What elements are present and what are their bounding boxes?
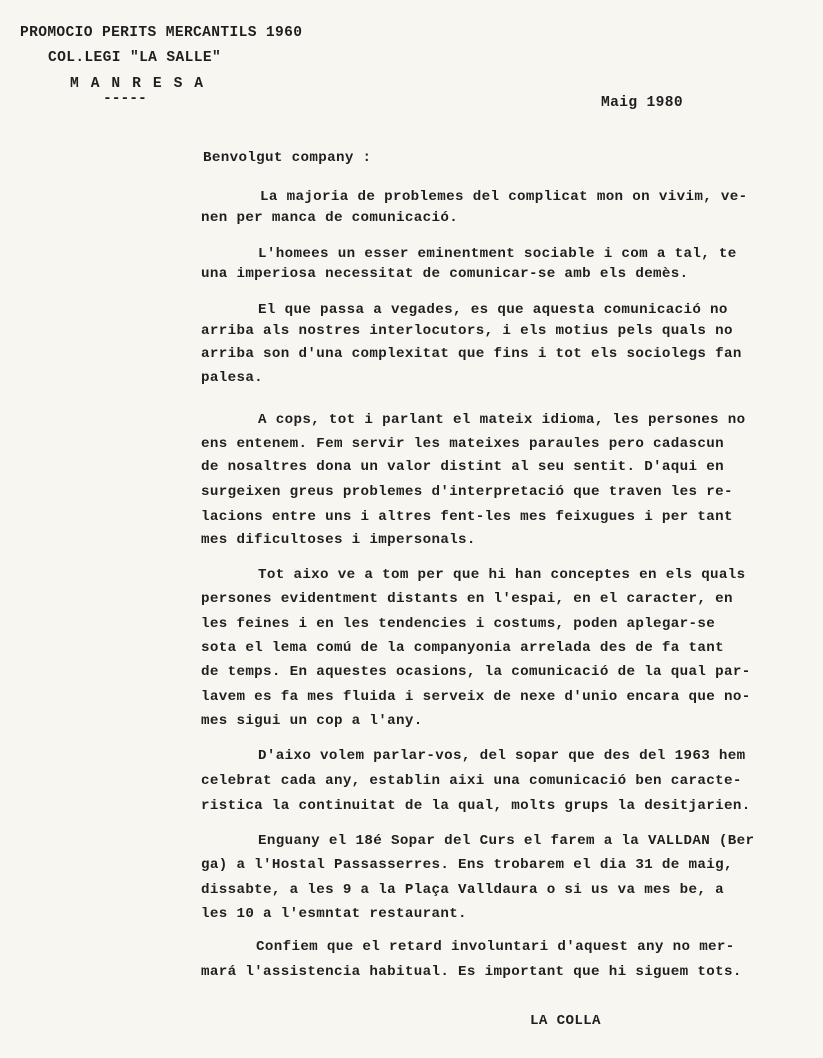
body-line: palesa. — [201, 370, 264, 386]
greeting: Benvolgut company : — [203, 150, 372, 166]
body-line: ristica la continuitat de la qual, molts grups la desitjarien. — [201, 798, 751, 814]
body-line: de temps. En aquestes ocasions, la comunicació de la qual par- — [201, 664, 751, 680]
body-line: persones evidentment distants en l'espai, en el caracter, en — [201, 591, 733, 607]
body-line: lavem es fa mes fluida i serveix de nexe d'unio encara que no- — [201, 689, 751, 705]
body-line: les feines i en les tendencies i costums, poden aplegar-se — [201, 616, 716, 632]
body-line: una imperiosa necessitat de comunicar-se amb els demès. — [201, 266, 689, 282]
body-line: Tot aixo ve a tom per que hi han conceptes en els quals — [258, 567, 746, 583]
body-line: dissabte, a les 9 a la Plaça Valldaura o si us va mes be, a — [201, 882, 724, 898]
body-line: arriba als nostres interlocutors, i els motius pels quals no — [201, 323, 733, 339]
header-city: M A N R E S A — [70, 76, 205, 92]
body-line: surgeixen greus problemes d'interpretació que traven les re- — [201, 484, 733, 500]
body-line: A cops, tot i parlant el mateix idioma, les persones no — [258, 412, 746, 428]
body-line: de nosaltres dona un valor distint al seu sentit. D'aqui en — [201, 459, 724, 475]
body-line: ens entenem. Fem servir les mateixes paraules pero cadascun — [201, 436, 724, 452]
body-line: Enguany el 18é Sopar del Curs el farem a la VALLDAN (Ber — [258, 833, 755, 849]
header-rule: ----- — [103, 91, 147, 107]
body-line: mes dificultoses i impersonals. — [201, 532, 476, 548]
header-promotion: PROMOCIO PERITS MERCANTILS 1960 — [20, 25, 303, 41]
body-line: D'aixo volem parlar-vos, del sopar que des del 1963 hem — [258, 748, 746, 764]
body-line: ga) a l'Hostal Passasserres. Ens trobarem el dia 31 de maig, — [201, 857, 733, 873]
body-line: nen per manca de comunicació. — [201, 210, 459, 226]
header-school: COL.LEGI "LA SALLE" — [48, 50, 222, 66]
letter-date: Maig 1980 — [601, 95, 683, 111]
body-line: Confiem que el retard involuntari d'aquest any no mer- — [256, 939, 735, 955]
body-line: celebrat cada any, establin aixi una comunicació ben caracte- — [201, 773, 742, 789]
body-line: La majoria de problemes del complicat mon on vivim, ve- — [260, 189, 748, 205]
body-line: les 10 a l'esmntat restaurant. — [201, 906, 467, 922]
body-line: arriba son d'una complexitat que fins i tot els sociolegs fan — [201, 346, 742, 362]
body-line: El que passa a vegades, es que aquesta comunicació no — [258, 302, 728, 318]
body-line: mes sigui un cop a l'any. — [201, 713, 423, 729]
signature: LA COLLA — [530, 1013, 601, 1029]
body-line: L'homees un esser eminentment sociable i com a tal, te — [258, 246, 737, 262]
body-line: lacions entre uns i altres fent-les mes feixugues i per tant — [201, 509, 733, 525]
body-line: mará l'assistencia habitual. Es important que hi siguem tots. — [201, 964, 742, 980]
body-line: sota el lema comú de la companyonia arrelada des de fa tant — [201, 640, 724, 656]
